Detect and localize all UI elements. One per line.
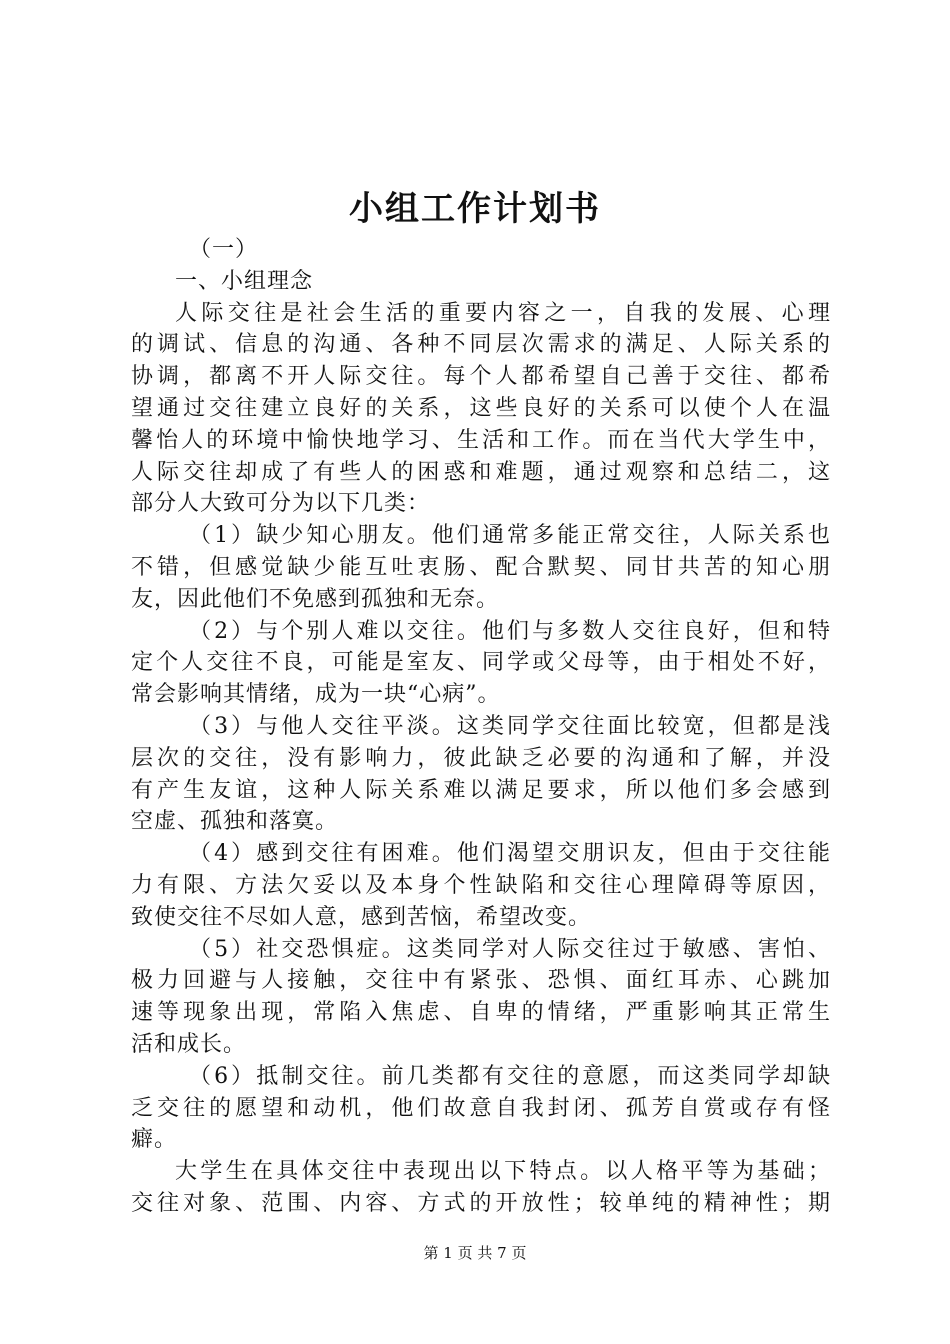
body-line: 常会影响其情绪，成为一块“心病”。 [131, 682, 501, 708]
document-title: 小组工作计划书 [349, 189, 601, 229]
body-line: 馨怡人的环境中愉快地学习、生活和工作。而在当代大学生中， [131, 427, 831, 453]
body-line: 部分人大致可分为以下几类： [131, 491, 431, 517]
body-line: 不错，但感觉缺少能互吐衷肠、配合默契、同甘共苦的知心朋 [131, 554, 831, 580]
body-line: （1）缺少知心朋友。他们通常多能正常交往，人际关系也 [189, 523, 831, 549]
body-line: 的调试、信息的沟通、各种不同层次需求的满足、人际关系的 [131, 332, 831, 358]
body-line: 交往对象、范围、内容、方式的开放性；较单纯的精神性；期 [131, 1190, 831, 1216]
body-line: （一） [189, 237, 259, 262]
body-line: （5）社交恐惧症。这类同学对人际交往过于敏感、害怕、 [189, 936, 831, 962]
body-line: 层次的交往，没有影响力，彼此缺乏必要的沟通和了解，并没 [131, 745, 831, 771]
body-line: 癖。 [131, 1127, 178, 1153]
body-line: 极力回避与人接触，交往中有紧张、恐惧、面红耳赤、心跳加 [131, 968, 831, 994]
body-line: 人际交往却成了有些人的困惑和难题，通过观察和总结二，这 [131, 459, 831, 485]
body-line: 活和成长。 [131, 1031, 247, 1057]
body-line: 有产生友谊，这种人际关系难以满足要求，所以他们多会感到 [131, 777, 831, 803]
body-line: （6）抵制交往。前几类都有交往的意愿，而这类同学却缺 [189, 1063, 831, 1089]
body-line: 大学生在具体交往中表现出以下特点。以人格平等为基础； [175, 1159, 831, 1185]
body-line: 力有限、方法欠妥以及本身个性缺陷和交往心理障碍等原因， [131, 872, 831, 898]
body-line: 协调，都离不开人际交往。每个人都希望自己善于交往、都希 [131, 364, 831, 390]
body-line: 乏交往的愿望和动机，他们故意自我封闭、孤芳自赏或存有怪 [131, 1095, 831, 1121]
body-line: 人际交往是社会生活的重要内容之一，自我的发展、心理 [175, 300, 831, 326]
body-line: 致使交往不尽如人意，感到苦恼，希望改变。 [131, 904, 592, 930]
body-line: （3）与他人交往平淡。这类同学交往面比较宽，但都是浅 [189, 713, 831, 739]
body-line: （4）感到交往有困难。他们渴望交朋识友，但由于交往能 [189, 841, 831, 867]
body-line: 友，因此他们不免感到孤独和无奈。 [131, 586, 500, 612]
body-line: 空虚、孤独和落寞。 [131, 809, 339, 835]
body-line: 定个人交往不良，可能是室友、同学或父母等，由于相处不好， [131, 650, 831, 676]
body-line: （2）与个别人难以交往。他们与多数人交往良好，但和特 [189, 618, 831, 644]
page-footer: 第 1 页 共 7 页 [423, 1244, 527, 1262]
body-line: 速等现象出现，常陷入焦虑、自卑的情绪，严重影响其正常生 [131, 1000, 831, 1026]
body-line: 望通过交往建立良好的关系，这些良好的关系可以使个人在温 [131, 395, 831, 421]
document-body [131, 234, 831, 1220]
body-line: 一、小组理念 [175, 268, 314, 294]
